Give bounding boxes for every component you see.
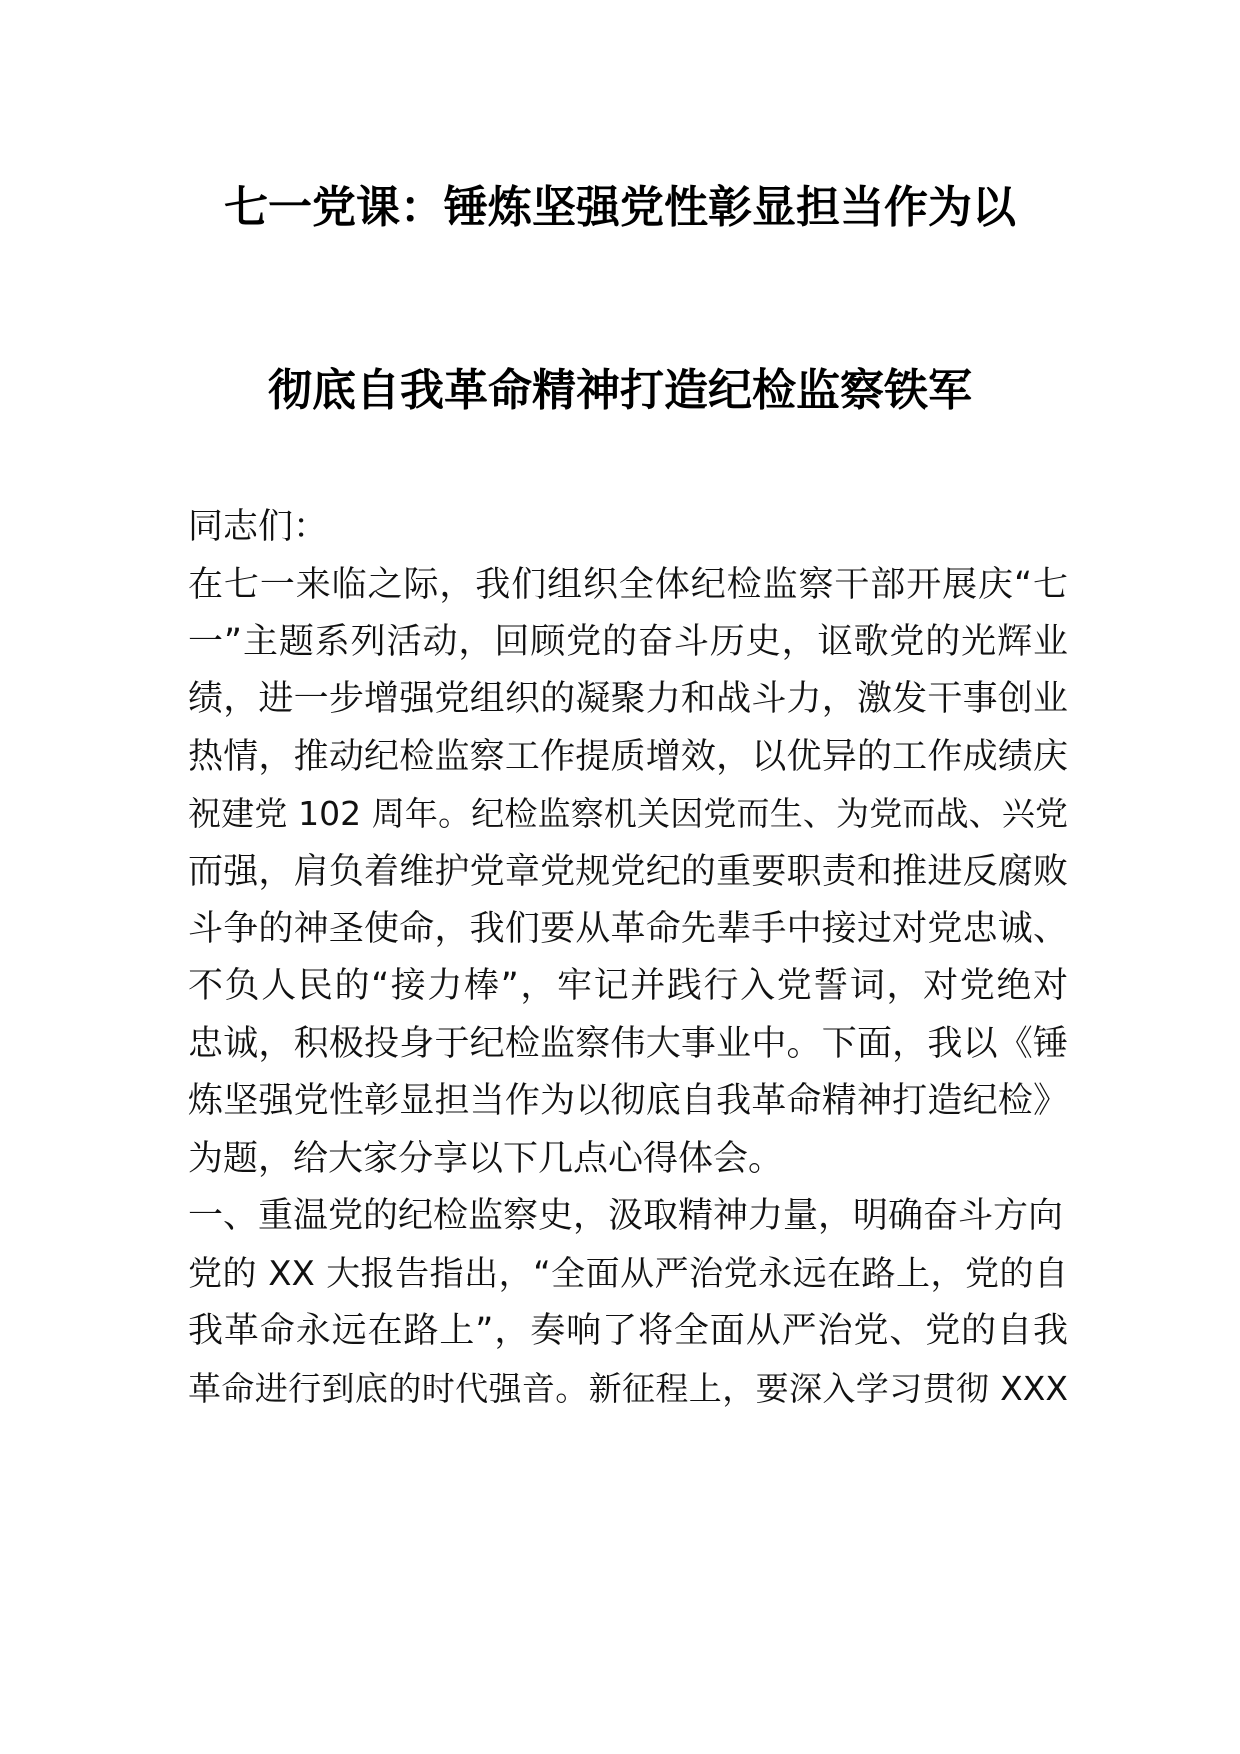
body-line-4: 热情，推动纪检监察工作提质增效，以优异的工作成绩庆 xyxy=(188,737,1068,777)
body-line-1: 在七一来临之际，我们组织全体纪检监察干部开展庆“七 xyxy=(188,565,1068,605)
body-line-2: 一”主题系列活动，回顾党的奋斗历史，讴歌党的光辉业 xyxy=(188,622,1068,662)
body-line-10: 炼坚强党性彰显担当作为以彻底自我革命精神打造纪检》 xyxy=(188,1081,1068,1121)
body-line-13: 党的 XX 大报告指出，“全面从严治党永远在路上，党的自 xyxy=(188,1254,1068,1294)
document-title-line-1: 七一党课：锤炼坚强党性彰显担当作为以 xyxy=(224,182,1016,233)
body-line-11: 为题，给大家分享以下几点心得体会。 xyxy=(188,1139,784,1179)
body-line-5: 祝建党 102 周年。纪检监察机关因党而生、为党而战、兴党 xyxy=(188,794,1068,833)
salutation: 同志们： xyxy=(188,507,329,547)
body-line-15: 革命进行到底的时代强音。新征程上，要深入学习贯彻 XXX xyxy=(188,1369,1068,1408)
section-heading-1: 一、重温党的纪检监察史，汲取精神力量，明确奋斗方向 xyxy=(188,1196,1064,1236)
body-line-6: 而强，肩负着维护党章党规党纪的重要职责和推进反腐败 xyxy=(188,852,1068,892)
document-title-line-2: 彻底自我革命精神打造纪检监察铁军 xyxy=(268,365,972,416)
body-line-14: 我革命永远在路上”，奏响了将全面从严治党、党的自我 xyxy=(188,1311,1068,1351)
body-line-8: 不负人民的“接力棒”，牢记并践行入党誓词，对党绝对 xyxy=(188,966,1068,1006)
body-line-9: 忠诚，积极投身于纪检监察伟大事业中。下面，我以《锤 xyxy=(188,1024,1068,1064)
body-line-7: 斗争的神圣使命，我们要从革命先辈手中接过对党忠诚、 xyxy=(188,909,1068,949)
body-line-3: 绩，进一步增强党组织的凝聚力和战斗力，激发干事创业 xyxy=(188,679,1068,719)
